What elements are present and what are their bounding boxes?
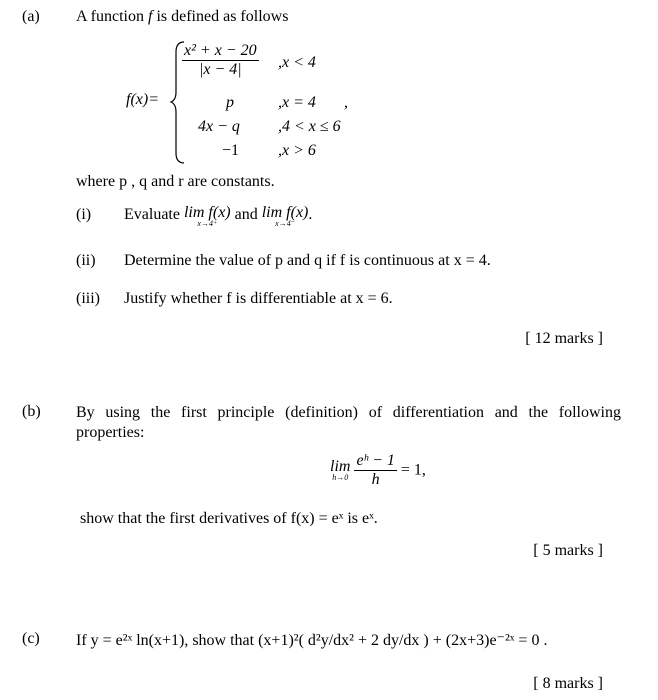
case2-condition: ,x = 4 (278, 94, 316, 111)
part-b-marks: [ 5 marks ] (533, 542, 603, 559)
part-b-show-text: show that the first derivatives of f(x) = eˣ is eˣ. (80, 510, 378, 527)
item-iii-label: (iii) (76, 290, 100, 307)
case4-expr: −1 (222, 142, 240, 159)
case1-fraction (182, 42, 259, 79)
limit-numerator: eʰ − 1 (356, 452, 395, 469)
case1-numerator: x² + x − 20 (184, 42, 257, 59)
part-c-label: (c) (22, 630, 40, 647)
case1-condition: ,x < 4 (278, 54, 316, 71)
case2-expr: p (226, 94, 234, 111)
limit-denominator: h (371, 471, 380, 488)
part-c-marks: [ 8 marks ] (533, 675, 603, 692)
part-b-limit: lim h→0 $\frac{\text{eʰ − 1}}{h}$ = 1, (330, 452, 426, 488)
part-c-text: If y = e²ˣ ln(x+1), show that (x+1)²( d²y/dx² + 2 dy/dx ) + (2x+3)e⁻²ˣ = 0 . (76, 632, 548, 649)
case3-expr: 4x − q (198, 118, 240, 135)
item-i-text: Evaluate lim f(x) x→4⁺ and lim f(x) x→4⁻ . (124, 204, 313, 228)
piecewise-trailing-comma: , (344, 94, 348, 111)
item-iii-text: Justify whether f is differentiable at x = 6. (124, 290, 393, 307)
part-a-marks: [ 12 marks ] (525, 330, 603, 347)
case3-condition: ,4 < x ≤ 6 (278, 118, 341, 135)
case4-condition: ,x > 6 (278, 142, 316, 159)
where-text: where p , q and r are constants. (76, 173, 275, 190)
piecewise-lhs: f(x)= (126, 91, 159, 108)
part-b-text: By using the first principle (definition) of differentiation and the following properties: (76, 404, 621, 441)
case1-denominator: |x − 4| (198, 61, 242, 78)
part-b-label: (b) (22, 403, 41, 420)
item-ii-label: (ii) (76, 252, 96, 269)
part-a-intro: A function f is defined as follows (76, 8, 289, 25)
item-i-label: (i) (76, 206, 92, 223)
item-ii-text: Determine the value of p and q if f is continuous at x = 4. (124, 252, 491, 269)
part-a-label: (a) (22, 8, 40, 25)
